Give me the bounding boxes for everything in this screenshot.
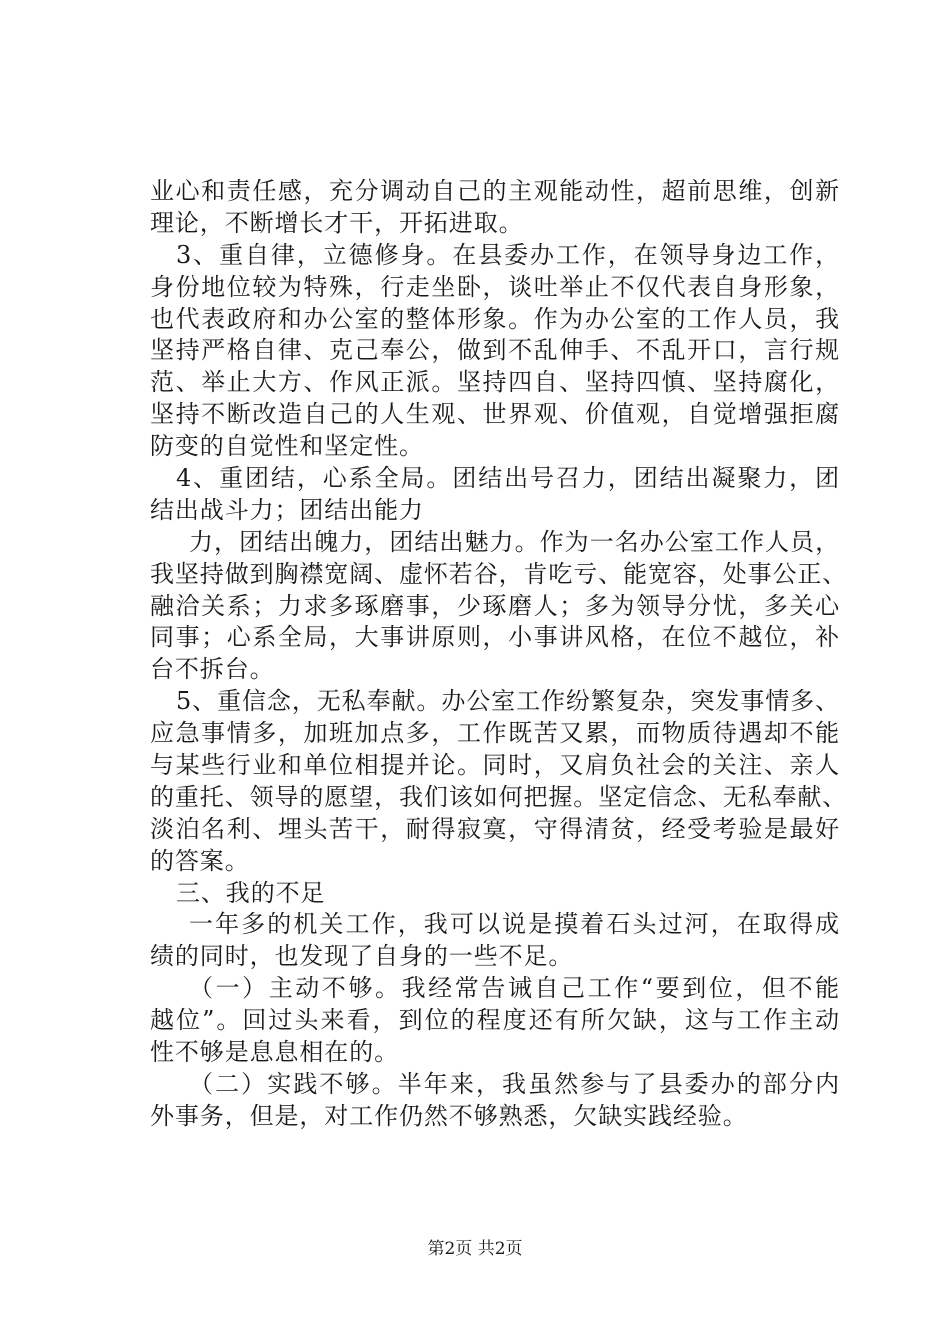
text-line: 性不够是息息相在的。 bbox=[150, 1038, 399, 1067]
text-line: 4、重团结，心系全局。团结出号召力，团结出凝聚力，团 bbox=[176, 464, 840, 493]
text-line: 坚持不断改造自己的人生观、世界观、价值观，自觉增强拒腐 bbox=[150, 400, 840, 429]
text-line: 绩的同时，也发现了自身的一些不足。 bbox=[150, 942, 574, 971]
text-line: 应急事情多，加班加点多，工作既苦又累，而物质待遇却不能 bbox=[150, 719, 840, 748]
text-line: 范、举止大方、作风正派。坚持四自、坚持四慎、坚持腐化， bbox=[150, 368, 840, 397]
text-line: 5、重信念，无私奉献。办公室工作纷繁复杂，突发事情多、 bbox=[176, 687, 840, 716]
text-line: 也代表政府和办公室的整体形象。作为办公室的工作人员，我 bbox=[150, 304, 840, 333]
text-line: 理论，不断增长才干，开拓进取。 bbox=[150, 208, 524, 237]
text-line: 3、重自律，立德修身。在县委办工作，在领导身边工作， bbox=[176, 240, 840, 269]
text-line: 我坚持做到胸襟宽阔、虚怀若谷，肯吃亏、能宽容，处事公正、 bbox=[150, 559, 848, 588]
text-line: 坚持严格自律、克己奉公，做到不乱伸手、不乱开口，言行规 bbox=[150, 336, 840, 365]
document-body bbox=[150, 176, 848, 1133]
text-line: 淡泊名利、埋头苦干，耐得寂寞，守得清贫，经受考验是最好 bbox=[150, 814, 840, 843]
text-line: （一）主动不够。我经常告诫自己工作“要到位，但不能 bbox=[189, 974, 840, 1003]
text-line: 融洽关系；力求多琢磨事，少琢磨人；多为领导分忧，多关心 bbox=[150, 591, 840, 620]
text-line: 外事务，但是，对工作仍然不够熟悉，欠缺实践经验。 bbox=[150, 1101, 748, 1130]
text-line: 与某些行业和单位相提并论。同时，又肩负社会的关注、亲人 bbox=[150, 751, 840, 780]
text-line: 身份地位较为特殊，行走坐卧，谈吐举止不仅代表自身形象， bbox=[150, 272, 840, 301]
text-line: 一年多的机关工作，我可以说是摸着石头过河，在取得成 bbox=[189, 910, 840, 939]
text-line: 结出战斗力；团结出能力 bbox=[150, 495, 424, 524]
text-line: 业心和责任感，充分调动自己的主观能动性，超前思维，创新 bbox=[150, 177, 840, 205]
text-line: 的答案。 bbox=[150, 846, 250, 875]
text-line: （二）实践不够。半年来，我虽然参与了县委办的部分内 bbox=[189, 1069, 840, 1098]
text-line: 越位”。回过头来看，到位的程度还有所欠缺，这与工作主动 bbox=[150, 1006, 840, 1035]
text-line: 台不拆台。 bbox=[150, 655, 275, 684]
text-line: 防变的自觉性和坚定性。 bbox=[150, 432, 424, 461]
text-line: 三、我的不足 bbox=[176, 878, 326, 907]
text-line: 同事；心系全局，大事讲原则，小事讲风格，在位不越位，补 bbox=[150, 623, 840, 652]
text-line: 力，团结出魄力，团结出魅力。作为一名办公室工作人员， bbox=[189, 527, 840, 556]
page-footer: 第2页 共2页 bbox=[427, 1239, 523, 1259]
text-line: 的重托、领导的愿望，我们该如何把握。坚定信念、无私奉献、 bbox=[150, 782, 848, 811]
